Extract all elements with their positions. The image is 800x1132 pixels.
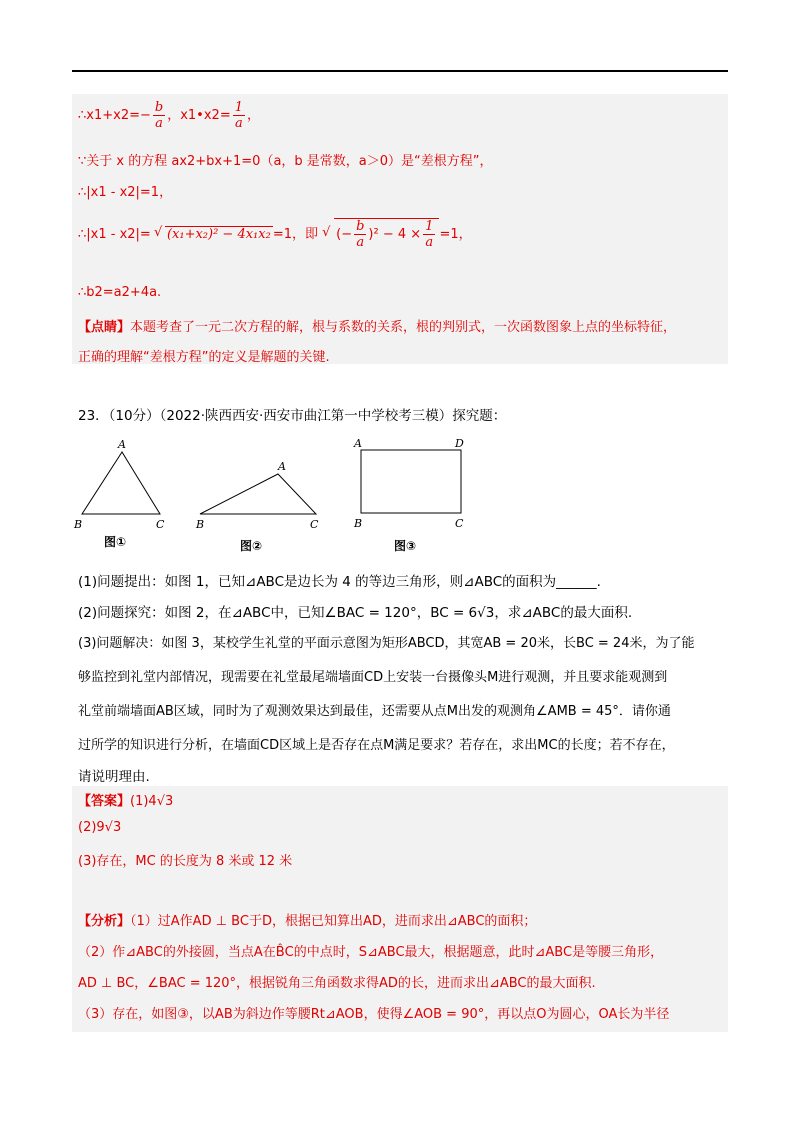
text-segment: )² − 4 × xyxy=(368,227,422,242)
comment-tag: 【点睛】 xyxy=(78,320,131,335)
denominator: a xyxy=(155,116,163,131)
solution-line-2: ∵关于 x 的方程 ax2+bx+1=0（a，b 是常数，a＞0）是“差根方程”， xyxy=(78,154,493,169)
answer-line-3: (3)存在，MC 的长度为 8 米或 12 米 xyxy=(78,854,293,869)
label-a: A xyxy=(118,438,126,451)
numerator: b xyxy=(154,100,164,115)
comment-text: 本题考查了一元二次方程的解，根与系数的关系，根的判别式，一次函数图象上点的坐标特征， xyxy=(130,320,677,335)
fraction xyxy=(233,100,245,131)
answer-line-1 xyxy=(78,790,173,809)
analysis-line-1 xyxy=(78,910,536,929)
answer-text: (1)4√3 xyxy=(130,794,174,809)
numerator: b xyxy=(356,219,365,234)
answer-line-2: (2)9√3 xyxy=(78,820,122,835)
triangle-fig1 xyxy=(82,452,160,514)
comment-line-2: 正确的理解“差根方程”的定义是解题的关键. xyxy=(78,350,330,365)
triangle-fig2 xyxy=(200,474,316,514)
solution-line-4 xyxy=(78,218,472,250)
fig1-caption: 图① xyxy=(104,535,127,549)
text-segment: ∴|x1 - x2|= xyxy=(78,227,151,242)
label-b: B xyxy=(354,517,363,530)
text-segment: ∴x1+x2=− xyxy=(78,108,151,123)
solution-line-5: ∴b2=a2+4a. xyxy=(78,285,162,300)
text-segment: =1，即 xyxy=(272,227,318,242)
rectangle-fig3 xyxy=(361,450,461,513)
question-part-3-line-3: 礼堂前端墙面AB区域，同时为了观测效果达到最佳，还需要从点M出发的观测角∠AMB = 45°．请你通 xyxy=(78,704,671,719)
solution-line-1 xyxy=(78,100,260,131)
analysis-line-2: （2）作⊿ABC的外接圆，当点A在B̂C的中点时，S⊿ABC最大，根据题意，此时⊿ABC是等腰三角形， xyxy=(78,945,664,960)
analysis-line-3: AD ⊥ BC，∠BAC = 120°，根据锐角三角函数求得AD的长，进而求出⊿ABC的最大面积. xyxy=(78,976,596,991)
fraction xyxy=(423,219,435,250)
analysis-tag: 【分析】 xyxy=(78,914,131,929)
label-c: C xyxy=(310,518,319,531)
text-segment: ，x1•x2= xyxy=(167,108,231,123)
text-segment: ， xyxy=(247,108,261,123)
numerator: 1 xyxy=(425,219,434,234)
question-part-3-line-2: 够监控到礼堂内部情况，现需要在礼堂最尾端墙面CD上安装一台摄像头M进行观测，并且要求能观测到 xyxy=(78,670,668,685)
question-part-2: (2)问题探究：如图 2，在⊿ABC中，已知∠BAC = 120°，BC = 6√3，求⊿ABC的最大面积. xyxy=(78,605,633,621)
denominator: a xyxy=(425,235,434,250)
fraction xyxy=(354,219,366,250)
question-part-3-line-4: 过所学的知识进行分析，在墙面CD区域上是否存在点M满足要求？若存在，求出MC的长度；若不存在， xyxy=(78,738,675,753)
text-segment: =1， xyxy=(439,227,472,242)
question-part-3-line-5: 请说明理由. xyxy=(78,769,150,785)
fraction xyxy=(153,100,165,131)
label-a: A xyxy=(354,437,362,450)
numerator: 1 xyxy=(234,100,243,115)
sqrt-sign: √ xyxy=(153,225,163,240)
label-b: B xyxy=(74,518,83,531)
text-segment: (− xyxy=(336,227,353,242)
fig2-caption: 图② xyxy=(240,539,263,553)
answer-box xyxy=(72,786,728,1032)
label-b: B xyxy=(196,518,205,531)
radicand: (x₁+x₂)² − 4x₁x₂ xyxy=(166,227,271,242)
label-d: D xyxy=(455,437,464,450)
question-part-1: (1)问题提出：如图 1，已知⊿ABC是边长为 4 的等边三角形，则⊿ABC的面积为______. xyxy=(78,574,601,590)
label-a: A xyxy=(278,460,286,473)
question-header: 23．（10分）（2022·陕西西安·西安市曲江第一中学校考三模）探究题： xyxy=(78,408,507,424)
sqrt-expression xyxy=(322,218,439,250)
analysis-line-4: （3）存在，如图③，以AB为斜边作等腰Rt⊿AOB，使得∠AOB = 90°，再以点O为圆心，OA长为半径 xyxy=(78,1007,670,1022)
analysis-text: （1）过A作AD ⊥ BC于D，根据已知算出AD，进而求出⊿ABC的面积； xyxy=(130,914,537,929)
denominator: a xyxy=(234,116,243,131)
header-rule xyxy=(72,70,728,72)
denominator: a xyxy=(356,235,365,250)
label-c: C xyxy=(455,517,464,530)
answer-tag: 【答案】 xyxy=(78,794,131,809)
sqrt-sign: √ xyxy=(322,225,331,240)
solution-line-3: ∴|x1 - x2|=1， xyxy=(78,185,173,200)
comment-line-1 xyxy=(78,316,676,335)
question-part-3-line-1: (3)问题解决：如图 3，某校学生礼堂的平面示意图为矩形ABCD，其宽AB = 20米，长BC = 24米，为了能 xyxy=(78,636,695,651)
fig3-caption: 图③ xyxy=(394,539,417,553)
sqrt-expression xyxy=(153,225,273,242)
label-c: C xyxy=(156,518,165,531)
